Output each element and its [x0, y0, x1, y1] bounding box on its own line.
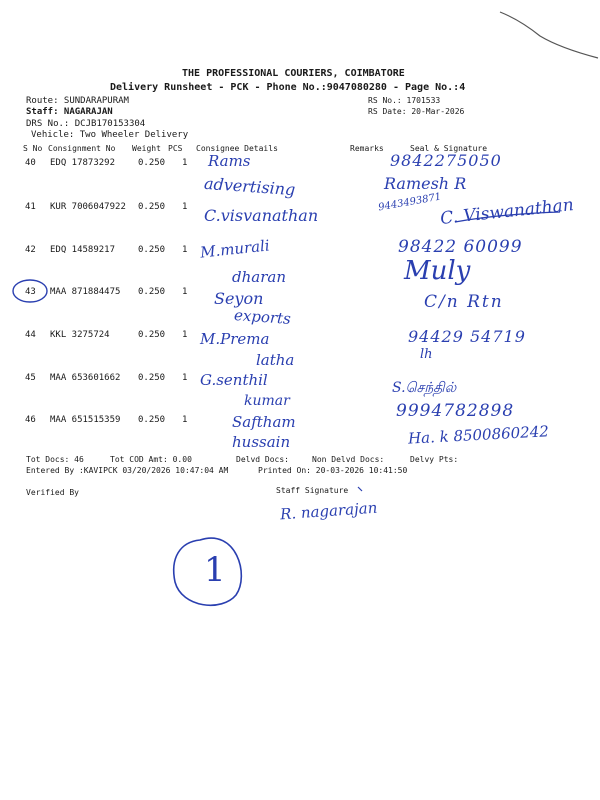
- seal-handwriting: C. Viswanathan: [439, 195, 575, 229]
- col-consignment: Consignment No: [48, 144, 116, 153]
- row-sno: 42: [25, 245, 36, 255]
- row-sno: 41: [25, 202, 36, 212]
- consignee-handwriting: Seyon: [214, 289, 264, 308]
- col-sno: S No: [23, 144, 43, 153]
- row-weight: 0.250: [138, 287, 166, 297]
- seal-handwriting: C/n Rtn: [424, 292, 504, 312]
- consignee-handwriting: M.Prema: [200, 330, 270, 348]
- row-consignment: EDQ 14589217: [50, 245, 116, 255]
- drs-number: DRS No.: DCJB170153304: [26, 119, 146, 129]
- number-circle: [174, 538, 242, 605]
- row-consignment: KKL 3275724: [50, 330, 110, 340]
- consignee-handwriting: exports: [233, 306, 292, 328]
- consignee-handwriting: C.visvanathan: [204, 206, 319, 225]
- rs-number: RS No.: 1701533: [368, 96, 441, 105]
- staff: Staff: NAGARAJAN: [26, 107, 113, 117]
- row-consignment: MAA 651515359: [50, 415, 121, 425]
- total-cod: Tot COD Amt: 0.00: [110, 455, 192, 464]
- row-consignment: EDQ 17873292: [50, 158, 116, 168]
- row-weight: 0.250: [138, 330, 166, 340]
- consignee-handwriting: latha: [256, 351, 295, 369]
- row-consignment: KUR 7006047922: [50, 202, 126, 212]
- row-pcs: 1: [182, 158, 188, 168]
- company-name: THE PROFESSIONAL COURIERS, COIMBATORE: [182, 68, 405, 79]
- delivery-points: Delvy Pts:: [410, 455, 459, 464]
- col-remarks: Remarks: [350, 144, 384, 153]
- seal-handwriting: Ramesh R: [384, 174, 467, 193]
- row-sno: 44: [25, 330, 36, 340]
- seal-handwriting: Ha. k 8500860242: [407, 422, 550, 448]
- col-weight: Weight: [132, 144, 161, 153]
- col-consignee: Consignee Details: [196, 144, 278, 153]
- consignee-handwriting: hussain: [232, 433, 291, 451]
- row-pcs: 1: [182, 330, 188, 340]
- total-docs: Tot Docs: 46: [26, 455, 84, 464]
- row-consignment: MAA 653601662: [50, 373, 121, 383]
- col-seal: Seal & Signature: [410, 144, 488, 153]
- staff-signature-label: Staff Signature: [276, 486, 349, 495]
- verified-by: Verified By: [26, 488, 79, 497]
- row-weight: 0.250: [138, 158, 166, 168]
- runsheet-title: Delivery Runsheet - PCK - Phone No.:9047080280 - Page No.:4: [110, 82, 466, 93]
- rs-date: RS Date: 20-Mar-2026: [368, 107, 465, 116]
- seal-handwriting: 94429 54719: [408, 327, 526, 346]
- col-pcs: PCS: [168, 144, 183, 153]
- row-43-circle: [13, 280, 47, 302]
- row-consignment: MAA 871884475: [50, 287, 121, 297]
- row-weight: 0.250: [138, 245, 166, 255]
- row-pcs: 1: [182, 415, 188, 425]
- circled-number: 1: [204, 550, 226, 590]
- consignee-handwriting: kumar: [244, 393, 290, 409]
- consignee-handwriting: dharan: [232, 268, 286, 286]
- vehicle: Vehicle: Two Wheeler Delivery: [31, 130, 189, 140]
- delivered-docs: Delvd Docs:: [236, 455, 289, 464]
- consignee-handwriting: M.murali: [199, 236, 271, 262]
- row-sno: 40: [25, 158, 36, 168]
- non-delivered-docs: Non Delvd Docs:: [312, 455, 385, 464]
- entered-by: Entered By :KAVIPCK 03/20/2026 10:47:04 AM: [26, 466, 229, 475]
- route: Route: SUNDARAPURAM: [26, 96, 129, 106]
- signature-flourish: [455, 212, 560, 222]
- consignee-handwriting: advertising: [203, 173, 296, 200]
- staff-signature: R. nagarajan: [279, 498, 378, 524]
- row-sno: 45: [25, 373, 36, 383]
- seal-handwriting: 98422 60099: [398, 237, 523, 257]
- seal-handwriting: 9842275050: [390, 151, 502, 170]
- row-sno: 46: [25, 415, 36, 425]
- seal-handwriting: 9443493871: [377, 191, 443, 214]
- tick-mark: [358, 487, 362, 491]
- row-weight: 0.250: [138, 373, 166, 383]
- seal-handwriting: 9994782898: [396, 401, 515, 421]
- row-pcs: 1: [182, 202, 188, 212]
- row-pcs: 1: [182, 373, 188, 383]
- row-weight: 0.250: [138, 202, 166, 212]
- row-sno: 43: [25, 287, 36, 297]
- printed-on: Printed On: 20-03-2026 10:41:50: [258, 466, 408, 475]
- row-pcs: 1: [182, 245, 188, 255]
- consignee-handwriting: Saftham: [232, 413, 296, 431]
- corner-scribble: [500, 12, 598, 58]
- row-pcs: 1: [182, 287, 188, 297]
- seal-handwriting: Muly: [404, 256, 471, 286]
- consignee-handwriting: Rams: [208, 152, 251, 170]
- seal-handwriting: S.செந்தில்: [392, 380, 457, 396]
- row-weight: 0.250: [138, 415, 166, 425]
- seal-handwriting: lh: [420, 347, 433, 362]
- consignee-handwriting: G.senthil: [200, 371, 268, 389]
